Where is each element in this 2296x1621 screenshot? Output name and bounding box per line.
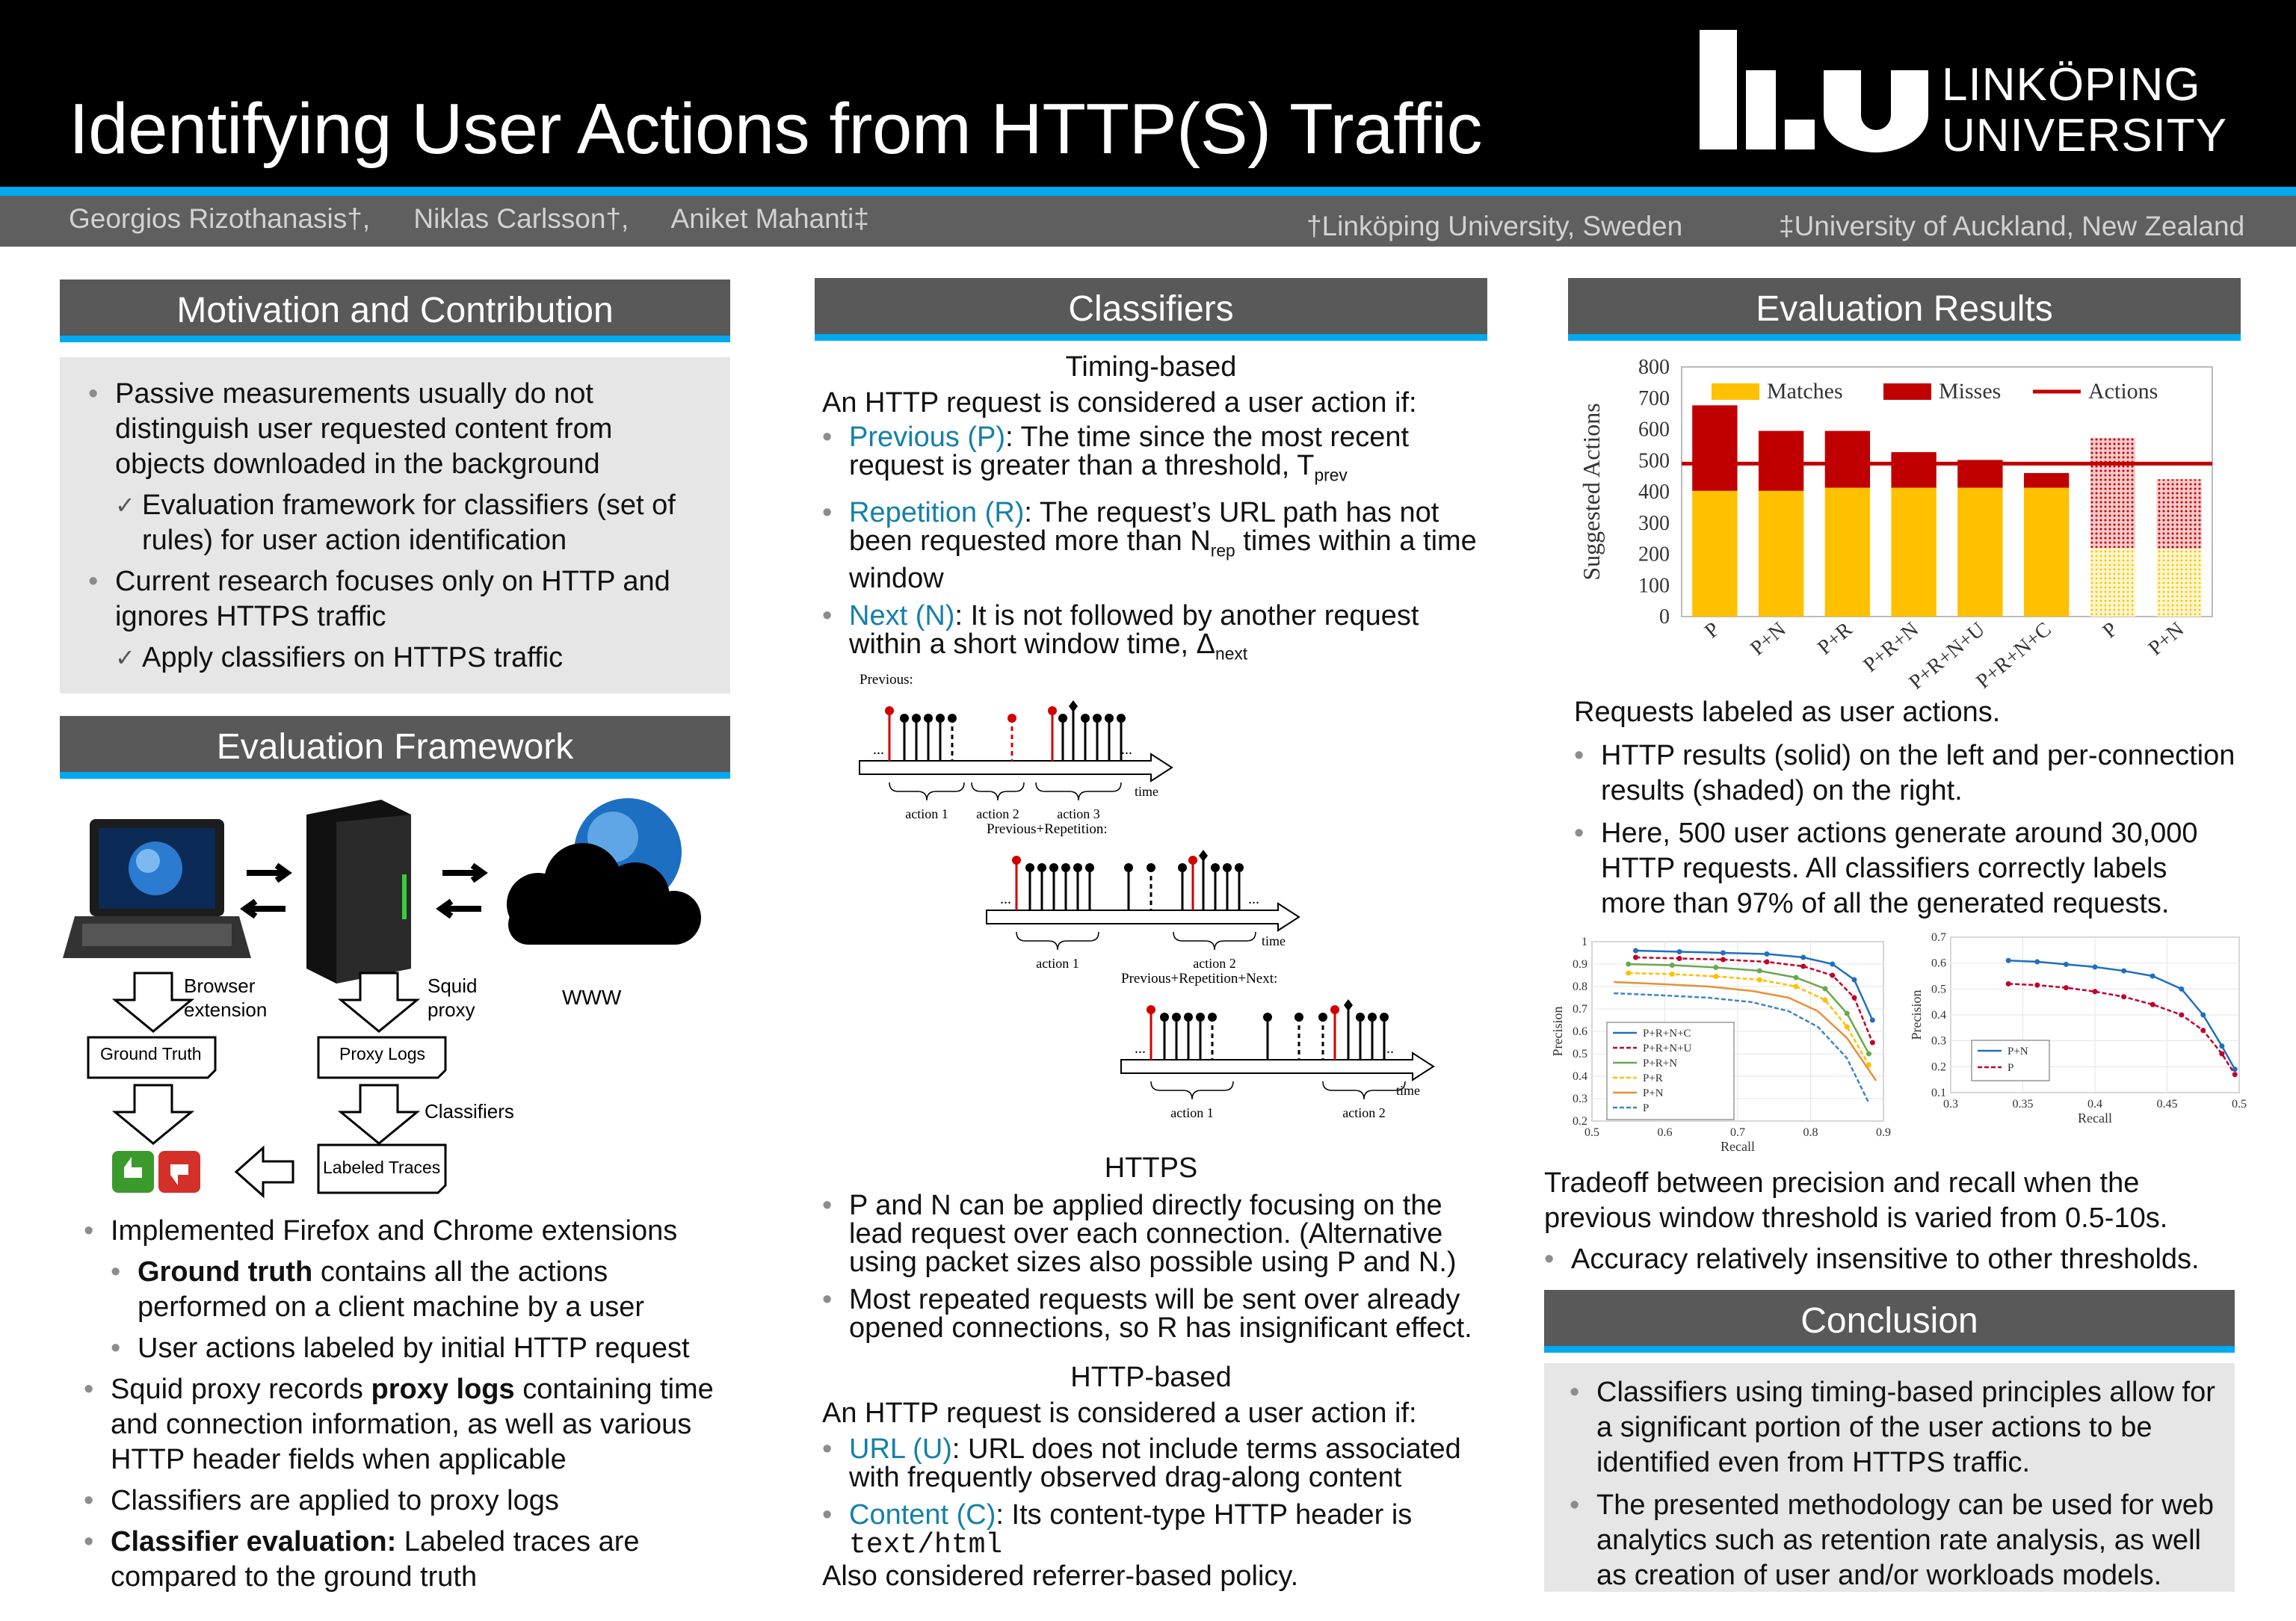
data-point	[2179, 987, 2184, 992]
author-list	[69, 203, 905, 235]
bar-notes	[1574, 738, 2239, 921]
referrer-note: Also considered referrer-based policy.	[822, 1560, 1299, 1592]
request-dot	[1172, 1013, 1181, 1022]
framework-subbullet-1: • Ground truth contains all the actions performed on a client machine by a user	[111, 1255, 741, 1325]
request-dot	[1178, 863, 1187, 872]
data-point	[2219, 1052, 2224, 1057]
motivation-bullet-1: • Passive measurements usually do not distinguish user requested content from objects downloaded in the background ✓ Evaluation framework for classifiers (set of rules) for user action identification	[88, 377, 709, 558]
motivation-text	[88, 377, 709, 676]
request-dot	[1160, 1013, 1169, 1022]
timing-title: Timing-based	[1065, 351, 1237, 383]
request-dot	[1147, 1005, 1155, 1014]
conclusion-heading: Conclusion	[1544, 1290, 2235, 1353]
bar-note-1: • HTTP results (solid) on the left and per-connection results (shaded) on the right.	[1574, 738, 2239, 809]
pr-notes	[1544, 1242, 2232, 1277]
request-dot	[1124, 863, 1133, 872]
pr-note-1: • Accuracy relatively insensitive to other thresholds.	[1544, 1242, 2232, 1277]
y-tick-label: 0.2	[1573, 1115, 1587, 1128]
classifier-repetition: • Repetition (R): The request’s URL path has not been requested more than $N_{rep}$ times within a time window	[822, 498, 1495, 593]
data-point	[2232, 1066, 2238, 1072]
data-point	[1721, 951, 1726, 956]
y-tick-label: 0.6	[1573, 1025, 1587, 1038]
x-axis-label: Recall	[2078, 1111, 2112, 1126]
data-point	[2121, 969, 2126, 974]
x-tick-label: P+N	[2144, 617, 2189, 661]
ellipsis: ...	[1121, 741, 1132, 758]
timing-list	[822, 423, 1495, 668]
data-point	[1757, 969, 1762, 974]
classifier-url: • URL (U): URL does not include terms associated with frequently observed drag-along content	[822, 1435, 1487, 1492]
proxy-logs-label: Proxy Logs	[339, 1044, 426, 1063]
data-point	[1845, 1011, 1850, 1016]
data-point	[1677, 956, 1682, 961]
data-point	[1670, 963, 1675, 968]
time-axis-arrow	[860, 754, 1172, 781]
arrow-down-icon	[341, 1085, 417, 1143]
legend-label: Matches	[1767, 379, 1843, 404]
https-bullet-2: • Most repeated requests will be sent over already opened connections, so R has insignificant effect.	[822, 1285, 1487, 1342]
arrow-right-icon	[442, 865, 483, 880]
x-tick-label: P	[1700, 617, 1724, 643]
legend-label: P+N	[2008, 1046, 2028, 1057]
request-dot	[1061, 863, 1070, 872]
data-point	[1633, 955, 1638, 960]
request-dot	[1049, 863, 1058, 872]
logo-bar-2	[1746, 70, 1776, 149]
data-point	[1870, 1040, 1875, 1046]
timeline-diagram	[852, 669, 1465, 1117]
y-tick-label: 0.3	[1931, 1034, 1946, 1048]
x-tick-label: 0.9	[1876, 1126, 1891, 1139]
y-tick-label: 0.4	[1573, 1070, 1587, 1083]
data-point	[2006, 981, 2011, 987]
results-heading: Evaluation Results	[1568, 278, 2241, 341]
bar-caption: Requests labeled as user actions.	[1574, 697, 2001, 728]
action-bracket	[889, 782, 964, 800]
action-bracket	[1151, 1081, 1233, 1099]
data-point	[1794, 975, 1799, 981]
time-axis-arrow	[1121, 1053, 1434, 1080]
data-point	[1626, 971, 1631, 976]
request-dot	[1025, 863, 1034, 872]
http-title: HTTP-based	[1070, 1362, 1232, 1393]
data-point	[1870, 1018, 1875, 1023]
www-label: WWW	[562, 986, 622, 1009]
action-bracket	[1173, 932, 1256, 950]
x-tick-label: 0.6	[1657, 1126, 1673, 1139]
http-list	[822, 1435, 1487, 1560]
motivation-check-2: ✓ Apply classifiers on HTTPS traffic	[115, 640, 709, 676]
motivation-heading: Motivation and Contribution	[60, 280, 730, 342]
x-tick-label: P+R+N	[1859, 617, 1924, 677]
logo-u	[1824, 70, 1928, 152]
framework-bullet-3: • Classifiers are applied to proxy logs	[84, 1483, 741, 1519]
data-point	[2034, 983, 2040, 988]
y-tick-label: 0.9	[1573, 958, 1587, 971]
legend-label: Misses	[1939, 379, 2002, 404]
bar-misses	[1891, 452, 1936, 488]
data-point	[1830, 973, 1835, 978]
x-tick-label: P	[2098, 617, 2123, 643]
data-point	[2179, 1013, 2184, 1018]
bar-matches	[2156, 549, 2201, 617]
ellipsis: ...	[1248, 891, 1259, 907]
request-dot	[1058, 714, 1067, 723]
request-diamond	[1344, 999, 1353, 1011]
https-title: HTTPS	[1104, 1152, 1198, 1184]
request-dot	[1223, 863, 1232, 872]
y-tick-label: 0.5	[1573, 1048, 1587, 1060]
timing-intro: An HTTP request is considered a user action if:	[822, 387, 1417, 419]
x-tick-label: P+N	[1746, 617, 1791, 661]
data-point	[1845, 1025, 1850, 1030]
legend-label: P+R+N+C	[1643, 1028, 1691, 1040]
data-point	[2200, 1013, 2206, 1018]
x-tick-label: 0.35	[2012, 1098, 2034, 1111]
request-dot	[1368, 1013, 1377, 1022]
request-dot	[912, 714, 921, 723]
y-tick-label: 0	[1659, 605, 1670, 629]
request-dot	[1356, 1013, 1365, 1022]
arrow-down-icon	[341, 973, 417, 1031]
data-point	[2064, 985, 2069, 990]
action-label: action 1	[905, 806, 948, 821]
legend-label: P	[2008, 1062, 2014, 1074]
data-point	[1721, 957, 1726, 963]
y-tick-label: 200	[1638, 543, 1670, 566]
bar-note-2: • Here, 500 user actions generate around 30,000 HTTP requests. All classifiers correctly labels more than 97% of all the generated requests.	[1574, 816, 2239, 921]
y-axis-label: Precision	[1550, 1006, 1565, 1057]
y-tick-label: 600	[1638, 418, 1670, 442]
request-dot	[1007, 714, 1016, 723]
y-axis-label: Suggested Actions	[1578, 403, 1605, 581]
data-point	[1633, 948, 1638, 954]
action-bracket	[972, 782, 1024, 800]
request-dot	[1117, 714, 1126, 723]
data-point	[1866, 1052, 1871, 1057]
arrow-right-icon	[247, 865, 287, 880]
bar-misses	[2024, 473, 2069, 488]
bar-misses	[2156, 479, 2201, 549]
x-tick-label: 0.8	[1803, 1126, 1818, 1139]
data-point	[2093, 964, 2098, 969]
request-dot	[1073, 863, 1082, 872]
data-point	[2150, 1002, 2155, 1007]
ellipsis: ...	[1383, 1040, 1394, 1057]
logo-line-1: LINKÖPING	[1942, 59, 2201, 111]
data-point	[2150, 974, 2155, 979]
conclusion-text	[1570, 1375, 2220, 1593]
request-dot	[1048, 706, 1057, 715]
author-2: Niklas Carlsson†,	[413, 203, 629, 234]
framework-bullet-1: • Implemented Firefox and Chrome extensions • Ground truth contains all the actions performed on a client machine by a user • User actions labeled by initial HTTP request	[84, 1214, 741, 1366]
bar-matches	[1692, 491, 1737, 617]
data-point	[1713, 965, 1718, 970]
legend-swatch	[1883, 383, 1931, 400]
bar-misses	[1825, 431, 1870, 488]
data-point	[2064, 962, 2069, 967]
y-tick-label: 400	[1638, 481, 1670, 504]
framework-heading: Evaluation Framework	[60, 716, 730, 779]
data-point	[1852, 978, 1857, 983]
data-point	[1765, 960, 1770, 965]
bar-matches	[1825, 488, 1870, 617]
y-tick-label: 700	[1638, 386, 1670, 410]
pr-caption: Tradeoff between precision and recall when the previous window threshold is varied from 0.5-10s.	[1544, 1167, 2168, 1234]
classifiers-label: Classifiers	[425, 1100, 514, 1123]
request-dot	[1085, 863, 1094, 872]
affiliation-2: ‡University of Auckland, New Zealand	[1779, 211, 2245, 241]
request-dot	[1294, 1013, 1303, 1022]
x-tick-label: 0.3	[1943, 1098, 1958, 1111]
arrow-left-icon	[441, 901, 481, 916]
request-dot	[1380, 1013, 1389, 1022]
labeled-traces-label: Labeled Traces	[323, 1158, 441, 1177]
arrow-left-icon	[245, 901, 286, 916]
timeline-label: Previous+Repetition+Next:	[1121, 971, 1278, 987]
timeline-label: Previous+Repetition:	[987, 821, 1108, 837]
action-label: action 1	[1036, 956, 1079, 971]
request-dot	[1037, 863, 1046, 872]
request-dot	[924, 714, 933, 723]
bar-matches	[2090, 548, 2135, 617]
x-tick-label: P+R	[1813, 617, 1857, 660]
motivation-bullet-2: • Current research focuses only on HTTP and ignores HTTPS traffic ✓ Apply classifiers on HTTPS traffic	[88, 564, 709, 676]
logo-dot	[1785, 120, 1815, 149]
request-dot	[1196, 1013, 1205, 1022]
action-bracket	[1323, 1081, 1405, 1099]
request-dot	[1105, 714, 1114, 723]
arrow-down-icon	[115, 1085, 191, 1143]
legend-label: P	[1643, 1102, 1650, 1114]
data-point	[2006, 958, 2011, 963]
bar-matches	[1891, 488, 1936, 617]
bar-misses	[1692, 405, 1737, 490]
y-tick-label: 0.6	[1931, 957, 1946, 970]
framework-diagram	[60, 792, 732, 1211]
request-dot	[1235, 863, 1244, 872]
request-dot	[1330, 1005, 1339, 1014]
poster-title: Identifying User Actions from HTTP(S) Traffic	[69, 89, 1482, 169]
browser-extension-label: Browser extension	[184, 975, 268, 1021]
request-dot	[1188, 856, 1197, 865]
x-axis-label: Recall	[1721, 1139, 1755, 1154]
framework-bullet-2: • Squid proxy records proxy logs containing time and connection information, as well as various HTTP header fields when applicable	[84, 1372, 741, 1478]
bar-chart	[1570, 348, 2227, 699]
ellipsis: ...	[1000, 891, 1011, 907]
action-label: action 2	[976, 806, 1019, 821]
request-diamond	[1199, 850, 1208, 862]
server-icon	[306, 800, 411, 984]
bar-matches	[2024, 488, 2069, 617]
data-point	[1830, 962, 1835, 967]
data-point	[2093, 989, 2098, 994]
request-dot	[1211, 863, 1220, 872]
request-dot	[1147, 863, 1155, 872]
time-axis-arrow	[987, 904, 1299, 930]
conclusion-bullet-2: • The presented methodology can be used for web analytics such as retention rate analysis, as well as creation of user and/or workloads models.	[1570, 1488, 2220, 1593]
legend-label: P+R	[1643, 1072, 1663, 1084]
thumbs-up-icon	[112, 1151, 154, 1193]
data-point	[1765, 951, 1770, 957]
bar-misses	[2090, 438, 2135, 548]
x-tick-label: P+R+N+U	[1904, 617, 1990, 694]
action-label: action 1	[1170, 1105, 1214, 1117]
action-label: action 2	[1342, 1105, 1386, 1117]
classifier-content: • Content (C): Its content-type HTTP header is text/html	[822, 1501, 1487, 1560]
data-point	[1800, 964, 1806, 969]
data-point	[1823, 998, 1828, 1003]
x-tick-label: 0.5	[1584, 1126, 1599, 1139]
y-tick-label: 300	[1638, 511, 1670, 535]
y-tick-label: 1	[1581, 936, 1587, 948]
classifier-next: • Next (N): It is not followed by another request within a short window time, $\Delta_{next}$	[822, 602, 1495, 668]
x-tick-label: 0.45	[2156, 1098, 2178, 1111]
https-bullet-1: • P and N can be applied directly focusing on the lead request over each connection. (Alternative using packet sizes also possible using P and N.)	[822, 1191, 1487, 1276]
time-label: time	[1396, 1083, 1420, 1098]
ellipsis: ...	[1135, 1040, 1146, 1057]
request-dot	[1318, 1013, 1327, 1022]
https-list	[822, 1191, 1487, 1342]
thumbs-down-icon	[158, 1151, 200, 1193]
legend-label: P+R+N+U	[1643, 1043, 1692, 1055]
x-tick-label: 0.7	[1730, 1126, 1745, 1139]
y-tick-label: 800	[1638, 356, 1670, 379]
bar-misses	[1759, 431, 1803, 491]
action-label: action 3	[1057, 806, 1100, 821]
request-dot	[1263, 1013, 1272, 1022]
data-point	[2034, 959, 2040, 964]
y-tick-label: 0.5	[1931, 983, 1946, 996]
squid-proxy-label: Squid proxy	[428, 975, 478, 1021]
ellipsis: ...	[873, 741, 884, 758]
data-point	[1626, 962, 1631, 967]
request-dot	[1012, 856, 1021, 865]
y-tick-label: 0.3	[1573, 1093, 1587, 1105]
y-tick-label: 0.1	[1931, 1087, 1946, 1099]
x-tick-label: 0.5	[2232, 1098, 2247, 1111]
data-point	[2121, 994, 2126, 999]
timeline-label: Previous:	[860, 672, 913, 688]
data-point	[1713, 974, 1718, 979]
framework-subbullet-2: • User actions labeled by initial HTTP request	[111, 1331, 741, 1366]
y-tick-label: 0.4	[1931, 1009, 1946, 1022]
classifier-previous: • Previous (P): The time since the most recent request is greater than a threshold, $T_{prev}$	[822, 423, 1495, 490]
request-dot	[885, 706, 894, 715]
data-point	[2219, 1043, 2224, 1049]
y-tick-label: 500	[1638, 449, 1670, 473]
classifiers-heading: Classifiers	[815, 278, 1487, 341]
logo-line-2: UNIVERSITY	[1942, 110, 2228, 161]
bar-matches	[1759, 491, 1803, 617]
x-tick-label: 0.4	[2087, 1098, 2102, 1111]
legend-label: Actions	[2088, 379, 2158, 404]
request-diamond	[1069, 700, 1078, 712]
request-dot	[948, 714, 957, 723]
legend-swatch	[1712, 383, 1759, 400]
legend-label: P+N	[1643, 1087, 1664, 1099]
data-point	[1800, 955, 1806, 960]
conclusion-bullet-1: • Classifiers using timing-based principles allow for a significant portion of the user actions to be identified even from HTTPS traffic.	[1570, 1375, 2220, 1480]
request-dot	[1184, 1013, 1193, 1022]
http-intro: An HTTP request is considered a user action if:	[822, 1398, 1417, 1429]
data-point	[1677, 949, 1682, 954]
data-point	[1852, 995, 1857, 1001]
arrow-down-icon	[115, 973, 191, 1031]
request-dot	[1208, 1013, 1217, 1022]
precision-recall-chart-1	[1532, 927, 1898, 1166]
request-dot	[1093, 714, 1102, 723]
action-bracket	[1016, 932, 1099, 950]
data-point	[1757, 978, 1762, 983]
data-point	[1670, 972, 1675, 977]
bar-matches	[1957, 488, 2002, 617]
accent-rule	[0, 187, 2296, 196]
request-dot	[900, 714, 909, 723]
action-bracket	[1036, 782, 1121, 800]
request-dot	[936, 714, 945, 723]
data-point	[1823, 987, 1828, 992]
y-tick-label: 100	[1638, 574, 1670, 598]
laptop-icon	[63, 819, 251, 958]
ground-truth-label: Ground Truth	[100, 1044, 202, 1063]
y-tick-label: 0.2	[1931, 1060, 1946, 1074]
framework-text	[84, 1214, 741, 1595]
legend-label: P+R+N	[1643, 1057, 1678, 1069]
precision-recall-chart-2	[1904, 927, 2256, 1143]
data-point	[2200, 1028, 2206, 1033]
x-tick-label: P+R+N+C	[1972, 617, 2056, 694]
action-label: action 2	[1193, 956, 1236, 971]
time-label: time	[1135, 784, 1158, 799]
affiliation-1: †Linköping University, Sweden	[1306, 211, 1683, 241]
y-axis-label: Precision	[1909, 989, 1924, 1040]
author-3: Aniket Mahanti‡	[670, 203, 869, 234]
time-label: time	[1262, 933, 1286, 948]
y-tick-label: 0.7	[1573, 1003, 1587, 1016]
request-dot	[1081, 714, 1090, 723]
logo-bar-1	[1700, 30, 1737, 149]
author-1: Georgios Rizothanasis†,	[69, 203, 371, 234]
motivation-check-1: ✓ Evaluation framework for classifiers (set of rules) for user action identification	[115, 488, 709, 558]
data-point	[1794, 984, 1799, 989]
y-tick-label: 0.8	[1573, 981, 1587, 993]
framework-bullet-4: • Classifier evaluation: Labeled traces are compared to the ground truth	[84, 1525, 741, 1595]
arrow-left-icon	[236, 1148, 293, 1196]
y-tick-label: 0.7	[1931, 931, 1946, 944]
data-point	[2232, 1072, 2238, 1077]
